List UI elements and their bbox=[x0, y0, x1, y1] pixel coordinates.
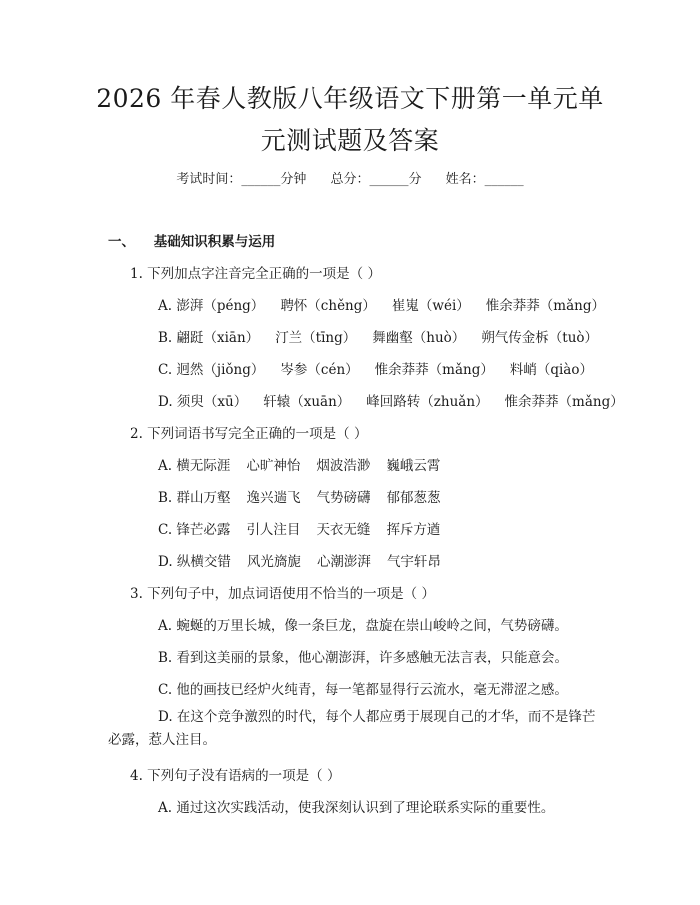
option-word: 心旷神怡 bbox=[246, 458, 301, 474]
option-word: B. 群山万壑 bbox=[158, 490, 231, 506]
question-4-stem: 4. 下列句子没有语病的一项是（ ） bbox=[130, 768, 341, 784]
option-word: 惟余莽莽（mǎng） bbox=[504, 394, 624, 410]
option-word: C. 锋芒必露 bbox=[158, 522, 231, 538]
option-word: A. 横无际涯 bbox=[158, 458, 231, 474]
student-name-field: 姓名：______ bbox=[445, 172, 524, 187]
option-word: 朔气传金柝（tuò） bbox=[481, 330, 599, 346]
question-3-option-a: A. 蜿蜒的万里长城，像一条巨龙，盘旋在崇山峻岭之间，气势磅礴。 bbox=[158, 618, 568, 634]
option-word: 气宇轩昂 bbox=[386, 554, 441, 570]
question-2-option-c bbox=[158, 518, 440, 538]
option-word: 崔嵬（wéi） bbox=[391, 298, 470, 314]
option-word: D. 纵横交错 bbox=[158, 554, 231, 570]
option-word: B. 翩跹（xiān） bbox=[158, 330, 260, 346]
section-heading bbox=[108, 230, 275, 250]
option-word: 舞幽壑（huò） bbox=[372, 330, 466, 346]
option-word: 汀兰（tīng） bbox=[275, 330, 357, 346]
option-word: A. 澎湃（péng） bbox=[158, 298, 265, 314]
document-title bbox=[60, 78, 640, 162]
option-word: 烟波浩渺 bbox=[316, 458, 371, 474]
option-word: 气势磅礴 bbox=[316, 490, 371, 506]
section-number: 一、 bbox=[108, 234, 135, 250]
option-word: 惟余莽莽（mǎng） bbox=[485, 298, 605, 314]
option-word: 聘怀（chěng） bbox=[280, 298, 376, 314]
section-title: 基础知识积累与运用 bbox=[153, 234, 276, 250]
title-line-2: 元测试题及答案 bbox=[260, 126, 440, 155]
option-word: C. 迥然（jiǒng） bbox=[158, 362, 265, 378]
question-3-option-d: D. 在这个竞争激烈的时代，每个人都应勇于展现自己的才华，而不是锋芒必露，惹人注目。 bbox=[108, 709, 596, 748]
exam-time-field: 考试时间：______分钟 bbox=[176, 172, 307, 187]
option-word: 峰回路转（zhuǎn） bbox=[366, 394, 489, 410]
option-word: 巍峨云霄 bbox=[386, 458, 441, 474]
total-score-field: 总分：______分 bbox=[330, 172, 422, 187]
question-1-option-d bbox=[158, 390, 624, 410]
question-3-option-b: B. 看到这美丽的景象，他心潮澎湃，许多感触无法言表，只能意会。 bbox=[158, 650, 569, 666]
question-3-option-c: C. 他的画技已经炉火纯青，每一笔都显得行云流水，毫无滞涩之感。 bbox=[158, 682, 568, 698]
question-2-stem: 2. 下列词语书写完全正确的一项是（ ） bbox=[130, 426, 368, 442]
option-word: 轩辕（xuān） bbox=[263, 394, 351, 410]
question-1-option-a bbox=[158, 294, 605, 314]
option-word: 惟余莽莽（mǎng） bbox=[374, 362, 494, 378]
option-word: 逸兴遄飞 bbox=[246, 490, 301, 506]
exam-meta bbox=[0, 168, 700, 187]
option-word: 挥斥方遒 bbox=[386, 522, 441, 538]
question-2-option-b bbox=[158, 486, 441, 506]
question-2-option-a bbox=[158, 454, 440, 474]
option-word: 心潮澎湃 bbox=[316, 554, 371, 570]
option-word: D. 须臾（xū） bbox=[158, 394, 248, 410]
option-word: 料峭（qiào） bbox=[509, 362, 593, 378]
title-line-1: 2026 年春人教版八年级语文下册第一单元单 bbox=[96, 84, 604, 113]
question-1-option-b bbox=[158, 326, 598, 346]
question-3-stem: 3. 下列句子中，加点词语使用不恰当的一项是（ ） bbox=[130, 586, 435, 602]
question-2-option-d bbox=[158, 550, 441, 570]
option-word: 天衣无缝 bbox=[316, 522, 371, 538]
question-1-stem: 1. 下列加点字注音完全正确的一项是（ ） bbox=[130, 266, 381, 282]
option-word: 风光旖旎 bbox=[246, 554, 301, 570]
question-1-option-c bbox=[158, 358, 593, 378]
option-word: 岑参（cén） bbox=[280, 362, 359, 378]
option-word: 引人注目 bbox=[246, 522, 301, 538]
option-word: 郁郁葱葱 bbox=[386, 490, 441, 506]
question-4-option-a: A. 通过这次实践活动，使我深刻认识到了理论联系实际的重要性。 bbox=[158, 800, 555, 816]
